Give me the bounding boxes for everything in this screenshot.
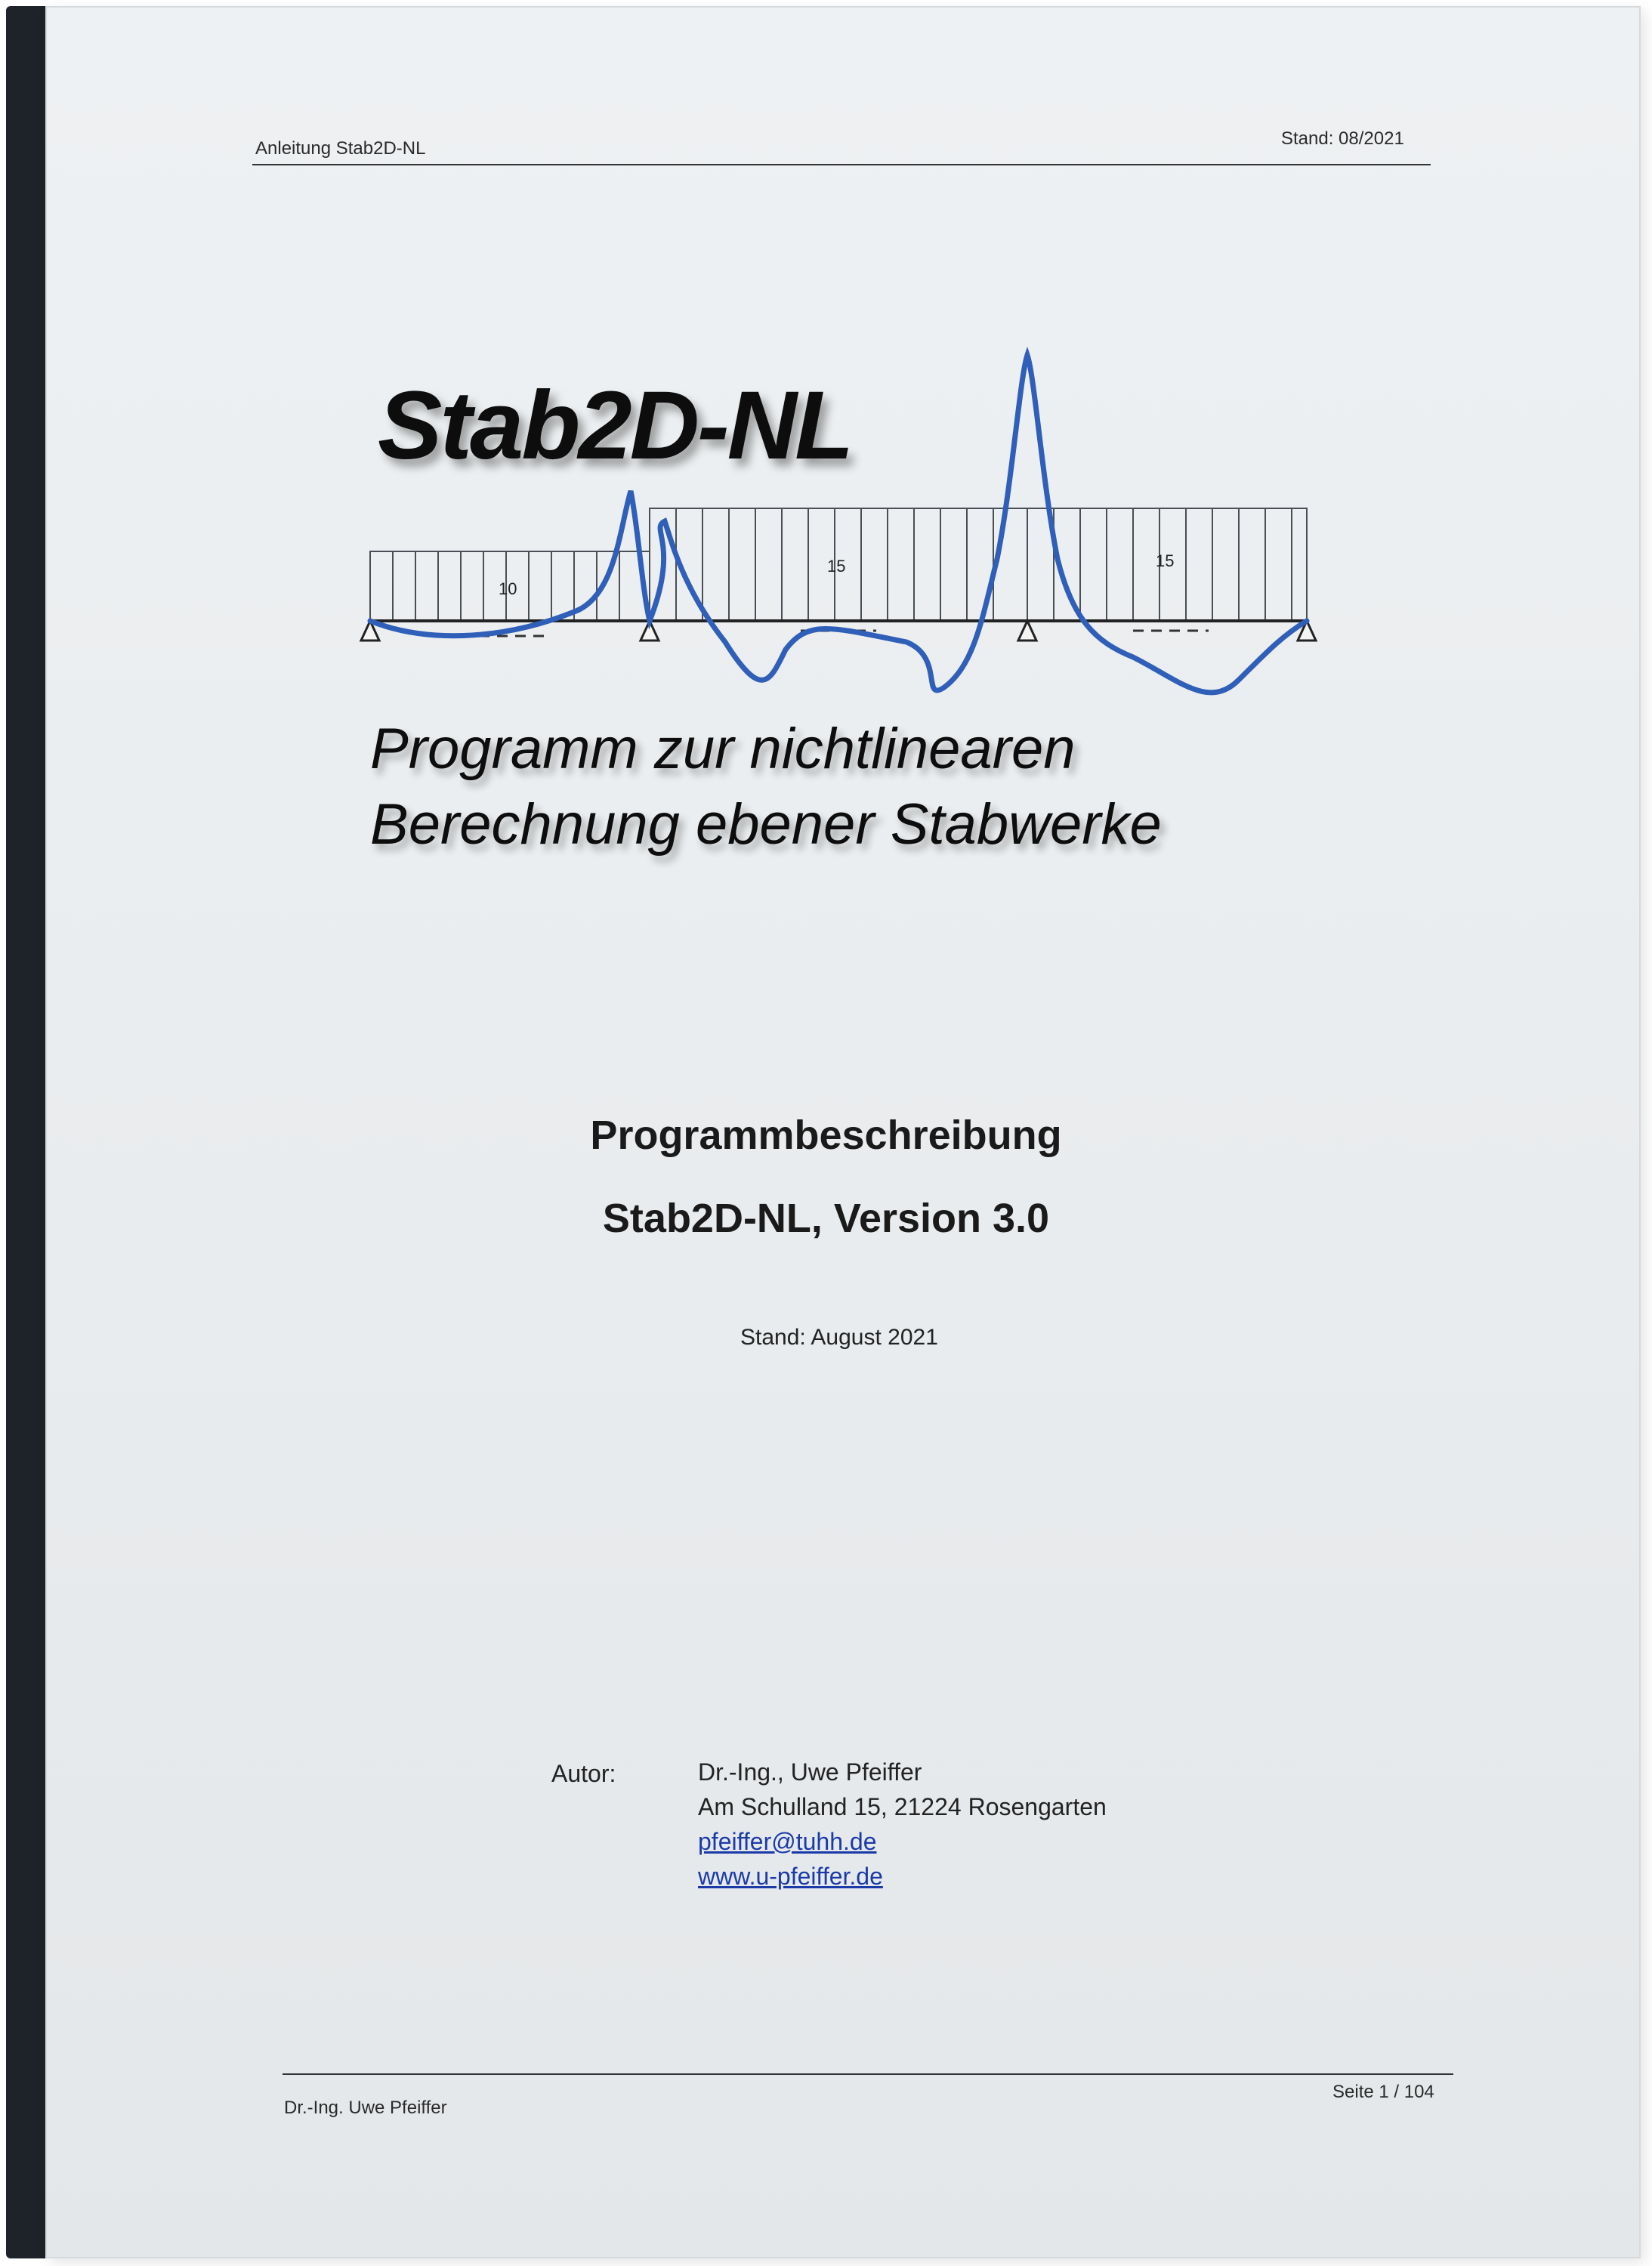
deflection-curve bbox=[370, 355, 1307, 693]
footer-rule bbox=[283, 2073, 1453, 2075]
author-address: Am Schulland 15, 21224 Rosengarten bbox=[698, 1793, 1107, 1820]
load-label-1: 10 bbox=[499, 579, 517, 598]
logo-subtitle-line2: Berechnung ebener Stabwerke bbox=[370, 792, 1162, 857]
load-label-2: 15 bbox=[827, 557, 846, 576]
document-version: Stab2D-NL, Version 3.0 bbox=[602, 1196, 1050, 1241]
header-right: Stand: 08/2021 bbox=[1281, 128, 1404, 149]
author-website-link[interactable]: www.u-pfeiffer.de bbox=[698, 1863, 883, 1890]
load-label-3: 15 bbox=[1156, 551, 1175, 570]
author-label: Autor: bbox=[551, 1760, 616, 1787]
support-3 bbox=[1018, 621, 1036, 641]
logo-subtitle-line1: Programm zur nichtlinearen bbox=[370, 717, 1076, 781]
footer-left: Dr.-Ing. Uwe Pfeiffer bbox=[284, 2098, 447, 2118]
document-stand: Stand: August 2021 bbox=[740, 1325, 938, 1350]
header-rule bbox=[252, 164, 1431, 165]
author-email-link[interactable]: pfeiffer@tuhh.de bbox=[698, 1828, 877, 1855]
document-title: Programmbeschreibung bbox=[590, 1113, 1062, 1158]
author-name: Dr.-Ing., Uwe Pfeiffer bbox=[698, 1758, 922, 1786]
footer-right: Seite 1 / 104 bbox=[1332, 2082, 1434, 2102]
logo-title: Stab2D-NL bbox=[378, 372, 852, 480]
header-left: Anleitung Stab2D-NL bbox=[255, 138, 426, 159]
logo-beam-diagram bbox=[355, 340, 1337, 869]
